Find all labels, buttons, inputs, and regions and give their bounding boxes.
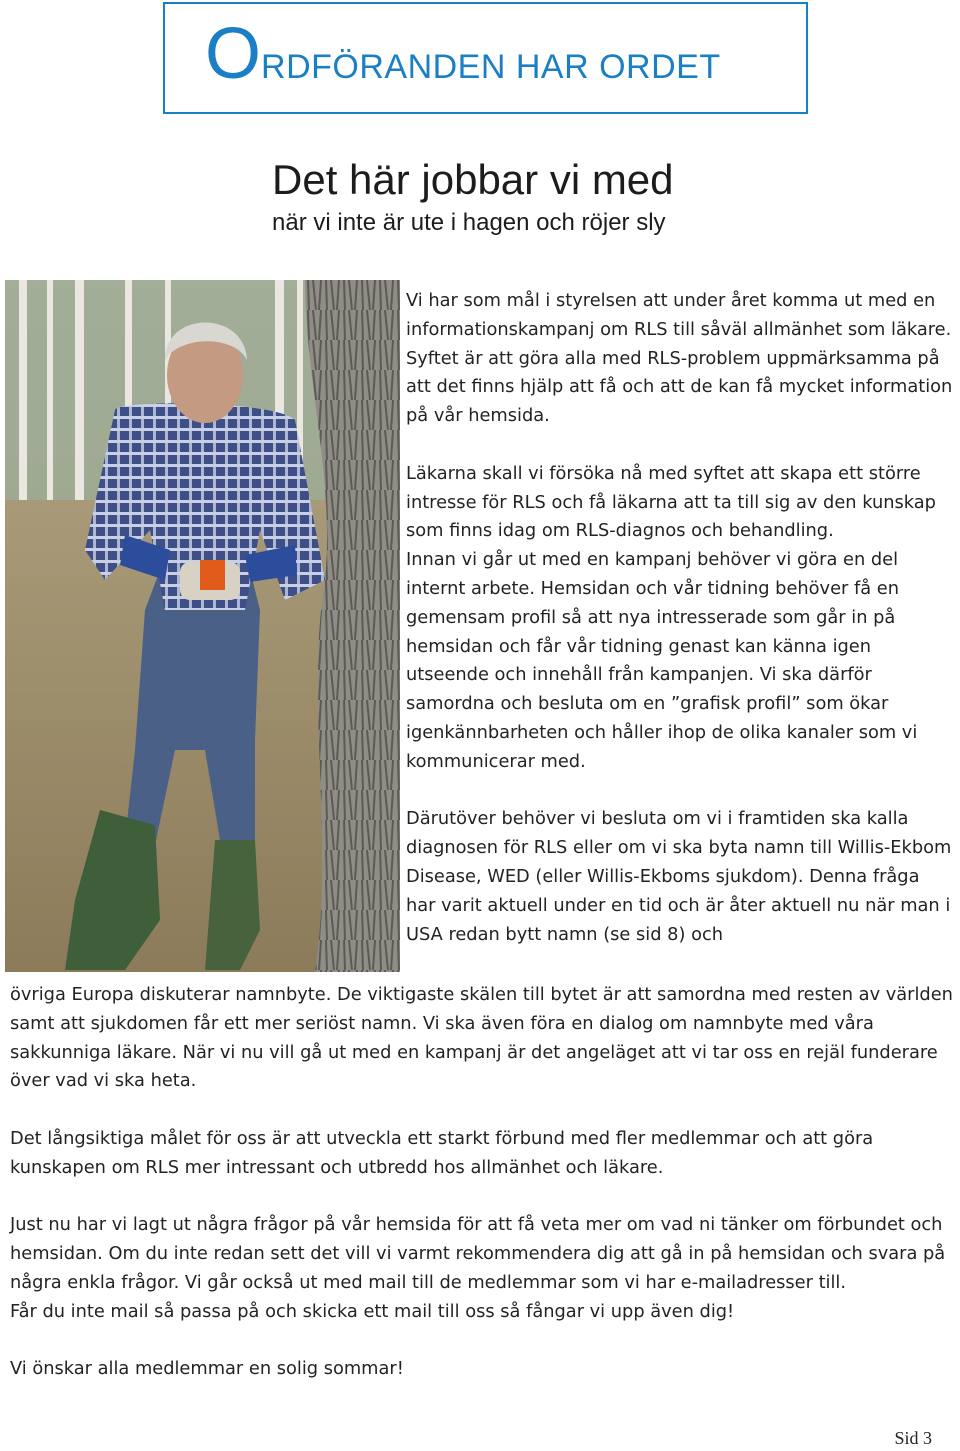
- article-subheadline: när vi inte är ute i hagen och röjer sly: [272, 209, 666, 236]
- paragraph: Får du inte mail så passa på och skicka ett mail till oss så fångar vi upp även dig!: [10, 1300, 735, 1322]
- article-full-width-text: [10, 981, 955, 1384]
- section-title-cap-letter: O: [205, 14, 262, 94]
- section-title-text: RDFÖRANDEN HAR ORDET: [261, 48, 721, 86]
- paragraph: Innan vi går ut med en kampanj behöver vi göra en del internt arbete. Hemsidan och vår tidning behöver få en gemensam profil så att nya intresserade som går in på hemsidan och får vår tidning genast kan känna igen utseende och innehåll från kampanjen. Vi ska därför samordna och besluta om en ”grafisk profil” som ökar igenkännbarheten och håller ihop de olika kanaler som vi kommunicerar med.: [406, 549, 918, 772]
- paragraph: Läkarna skall vi försöka nå med syftet att skapa ett större intresse för RLS och få läkarna att ta till sig av den kunskap som finns idag om RLS-diagnos och behandling.: [406, 462, 936, 542]
- section-title: [205, 14, 721, 94]
- section-header-box: [163, 2, 808, 114]
- closing-greeting: Vi önskar alla medlemmar en solig sommar!: [10, 1358, 404, 1380]
- chairman-photo: [5, 280, 400, 972]
- article-column-text: [406, 287, 954, 949]
- paragraph: övriga Europa diskuterar namnbyte. De viktigaste skälen till bytet är att samordna med resten av världen samt att sjukdomen får ett mer seriöst namn. Vi ska även föra en dialog om namnbyte med våra sakkunniga läkare. När vi nu vill gå ut med en kampanj är det angeläget att vi tar oss en rejäl funderare över vad vi ska heta.: [10, 984, 953, 1092]
- page-number: Sid 3: [894, 1428, 932, 1448]
- paragraph: Därutöver behöver vi besluta om vi i framtiden ska kalla diagnosen för RLS eller om vi ska byta namn till Willis-Ekbom Disease, WED (eller Willis-Ekboms sjukdom). Denna fråga har varit aktuell under en tid och är åter aktuell nu när man i USA redan bytt namn (se sid 8) och: [406, 808, 952, 945]
- paragraph: Just nu har vi lagt ut några frågor på vår hemsida för att få veta mer om vad ni tänker om förbundet och hemsidan. Om du inte redan sett det vill vi varmt rekommendera dig att gå in på hemsidan och svara på några enkla frågor. Vi går också ut med mail till de medlemmar som vi har e-mailadresser till.: [10, 1214, 946, 1293]
- paragraph: Det långsiktiga målet för oss är att utveckla ett starkt förbund med fler medlemmar och att göra kunskapen om RLS mer intressant och utbredd hos allmänhet och läkare.: [10, 1127, 874, 1178]
- paragraph: Vi har som mål i styrelsen att under året komma ut med en informationskampanj om RLS till såväl allmänhet som läkare. Syftet är att göra alla med RLS-problem uppmärksamma på att det finns hjälp att få och att de kan få mycket information på vår hemsida.: [406, 290, 953, 427]
- article-headline: Det här jobbar vi med: [272, 156, 674, 203]
